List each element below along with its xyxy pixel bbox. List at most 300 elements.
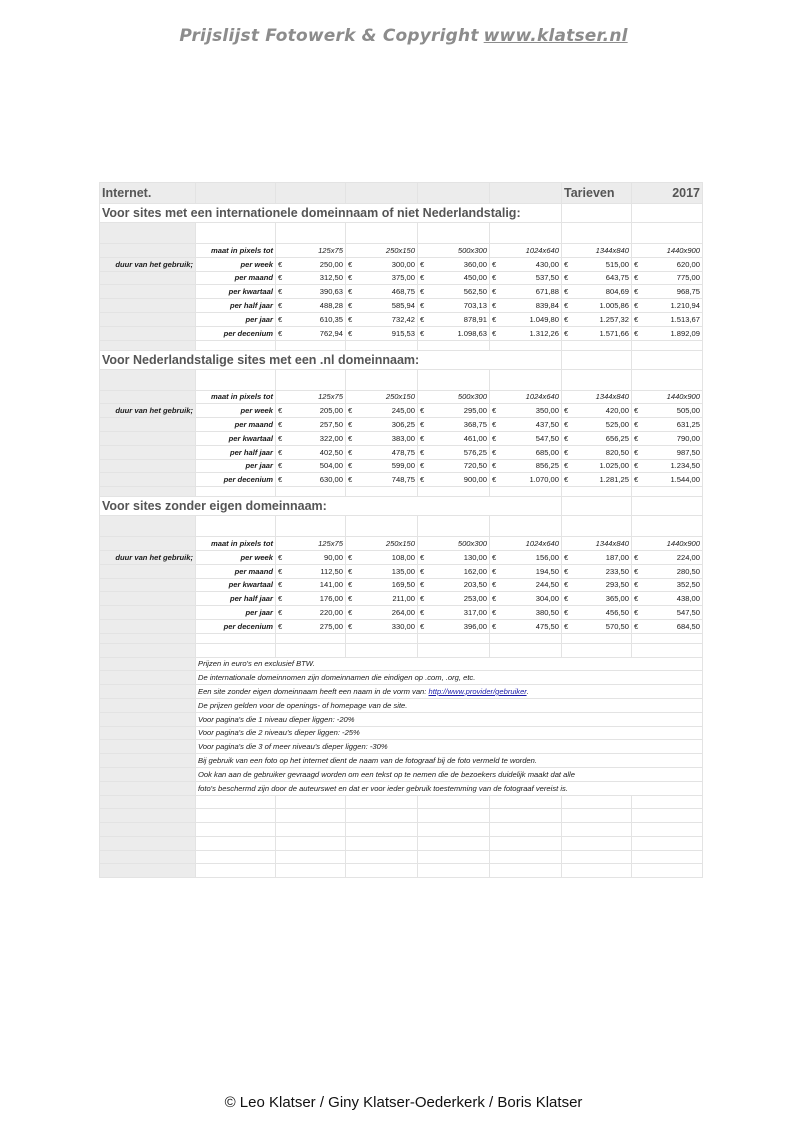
price-cell	[632, 285, 703, 299]
price-cell	[276, 606, 346, 620]
price-cell	[346, 550, 418, 564]
price-value: 293,50	[605, 580, 629, 590]
empty-cell	[562, 823, 632, 837]
empty-cell	[100, 809, 196, 823]
price-cell	[418, 550, 490, 564]
price-cell	[276, 564, 346, 578]
euro-sign: €	[492, 552, 497, 562]
note-row	[100, 698, 703, 712]
euro-sign: €	[492, 566, 497, 576]
euro-sign: €	[492, 259, 497, 269]
empty-cell	[418, 223, 490, 244]
period-label: per decenium	[196, 619, 276, 633]
euro-sign: €	[492, 287, 497, 297]
note-text: Voor pagina's die 3 of meer niveau's dieper liggen: -30%	[196, 740, 703, 754]
euro-sign: €	[348, 594, 353, 604]
empty-cell	[276, 864, 346, 878]
euro-sign: €	[278, 607, 283, 617]
empty-cell	[100, 781, 196, 795]
empty-cell	[418, 633, 490, 643]
empty-cell	[100, 244, 196, 258]
price-row	[100, 564, 703, 578]
euro-sign: €	[348, 406, 353, 416]
empty-cell	[632, 340, 703, 350]
period-label: per kwartaal	[196, 431, 276, 445]
empty-cell	[418, 809, 490, 823]
price-cell	[346, 606, 418, 620]
note-text: Prijzen in euro's en exclusief BTW.	[196, 657, 703, 671]
euro-sign: €	[634, 287, 639, 297]
empty-cell	[632, 643, 703, 657]
note-suffix: .	[526, 686, 529, 696]
price-cell	[276, 619, 346, 633]
price-cell	[346, 404, 418, 418]
price-value: 878,91	[463, 314, 487, 324]
euro-sign: €	[564, 328, 569, 338]
empty-cell	[490, 850, 562, 864]
price-value: 437,50	[535, 419, 559, 429]
price-row	[100, 592, 703, 606]
price-value: 671,88	[535, 287, 559, 297]
price-value: 438,00	[676, 594, 700, 604]
note-text: foto's beschermd zijn door de auteurswet en dat er voor ieder gebruik toestemming van de fotograaf vereist is.	[196, 781, 703, 795]
price-cell	[418, 431, 490, 445]
empty-cell	[100, 671, 196, 685]
price-value: 350,00	[535, 406, 559, 416]
empty-cell	[100, 285, 196, 299]
price-row	[100, 271, 703, 285]
empty-cell	[418, 487, 490, 497]
price-cell	[490, 312, 562, 326]
price-cell	[276, 459, 346, 473]
empty-cell	[100, 487, 196, 497]
price-cell	[276, 312, 346, 326]
price-row	[100, 431, 703, 445]
price-cell	[490, 578, 562, 592]
price-value: 1.070,00	[529, 475, 559, 485]
price-cell	[276, 257, 346, 271]
empty-cell	[100, 643, 196, 657]
price-cell	[418, 299, 490, 313]
price-row	[100, 285, 703, 299]
empty-cell	[490, 864, 562, 878]
euro-sign: €	[492, 447, 497, 457]
euro-sign: €	[420, 406, 425, 416]
empty-cell	[632, 487, 703, 497]
size-header: 250x150	[346, 244, 418, 258]
empty-cell	[100, 836, 196, 850]
empty-cell	[490, 643, 562, 657]
euro-sign: €	[420, 433, 425, 443]
note-text: Bij gebruik van een foto op het internet dient de naam van de fotograaf bij de foto vermeld te worden.	[196, 754, 703, 768]
price-value: 856,25	[535, 461, 559, 471]
empty-row	[100, 836, 703, 850]
euro-sign: €	[634, 594, 639, 604]
empty-cell	[418, 183, 490, 204]
empty-cell	[100, 473, 196, 487]
price-cell	[562, 606, 632, 620]
euro-sign: €	[278, 621, 283, 631]
euro-sign: €	[420, 566, 425, 576]
price-cell	[632, 578, 703, 592]
empty-cell	[346, 487, 418, 497]
empty-cell	[418, 864, 490, 878]
euro-sign: €	[278, 259, 283, 269]
empty-cell	[418, 850, 490, 864]
price-cell	[562, 459, 632, 473]
price-cell	[276, 404, 346, 418]
price-value: 1.098,63	[457, 328, 487, 338]
price-value: 162,00	[463, 566, 487, 576]
empty-cell	[100, 445, 196, 459]
price-cell	[418, 312, 490, 326]
price-cell	[632, 564, 703, 578]
size-header: 250x150	[346, 390, 418, 404]
euro-sign: €	[420, 287, 425, 297]
euro-sign: €	[634, 607, 639, 617]
euro-sign: €	[492, 300, 497, 310]
price-row	[100, 299, 703, 313]
empty-cell	[632, 836, 703, 850]
empty-row	[100, 487, 703, 497]
euro-sign: €	[348, 328, 353, 338]
euro-sign: €	[420, 328, 425, 338]
euro-sign: €	[348, 621, 353, 631]
size-header: 125x75	[276, 390, 346, 404]
price-cell	[562, 578, 632, 592]
euro-sign: €	[420, 594, 425, 604]
price-cell	[346, 578, 418, 592]
sheet-header-row	[100, 183, 703, 204]
price-value: 300,00	[391, 259, 415, 269]
price-cell	[346, 473, 418, 487]
euro-sign: €	[634, 475, 639, 485]
euro-sign: €	[278, 419, 283, 429]
price-value: 703,13	[463, 300, 487, 310]
euro-sign: €	[492, 607, 497, 617]
note-text	[196, 685, 703, 699]
price-row	[100, 257, 703, 271]
period-label: per week	[196, 257, 276, 271]
euro-sign: €	[564, 273, 569, 283]
euro-sign: €	[348, 447, 353, 457]
price-value: 130,00	[463, 552, 487, 562]
empty-cell	[100, 299, 196, 313]
price-value: 620,00	[676, 259, 700, 269]
price-row	[100, 326, 703, 340]
price-value: 390,63	[319, 287, 343, 297]
price-cell	[632, 299, 703, 313]
euro-sign: €	[348, 552, 353, 562]
size-header: 1440x900	[632, 537, 703, 551]
empty-cell	[276, 369, 346, 390]
price-value: 456,50	[605, 607, 629, 617]
price-cell	[418, 326, 490, 340]
euro-sign: €	[564, 314, 569, 324]
empty-cell	[100, 564, 196, 578]
size-header: 1344x840	[562, 537, 632, 551]
empty-row	[100, 823, 703, 837]
price-value: 504,00	[319, 461, 343, 471]
price-value: 525,00	[605, 419, 629, 429]
price-value: 250,00	[319, 259, 343, 269]
price-value: 280,50	[676, 566, 700, 576]
empty-cell	[562, 204, 632, 223]
empty-cell	[100, 271, 196, 285]
price-cell	[490, 418, 562, 432]
price-value: 1.281,25	[599, 475, 629, 485]
empty-cell	[276, 516, 346, 537]
euro-sign: €	[634, 552, 639, 562]
price-value: 112,50	[320, 566, 343, 576]
price-value: 790,00	[676, 433, 700, 443]
empty-cell	[100, 326, 196, 340]
euro-sign: €	[278, 475, 283, 485]
price-cell	[632, 592, 703, 606]
empty-cell	[418, 516, 490, 537]
price-value: 684,50	[676, 621, 700, 631]
empty-cell	[418, 823, 490, 837]
price-value: 430,00	[535, 259, 559, 269]
price-cell	[490, 326, 562, 340]
price-cell	[562, 326, 632, 340]
empty-cell	[196, 369, 276, 390]
empty-cell	[490, 369, 562, 390]
empty-cell	[100, 592, 196, 606]
empty-row	[100, 223, 703, 244]
price-cell	[346, 257, 418, 271]
empty-cell	[100, 767, 196, 781]
empty-cell	[418, 369, 490, 390]
empty-cell	[490, 836, 562, 850]
empty-cell	[276, 836, 346, 850]
price-value: 915,53	[391, 328, 415, 338]
euro-sign: €	[564, 406, 569, 416]
price-value: 1.892,09	[670, 328, 700, 338]
euro-sign: €	[564, 433, 569, 443]
empty-cell	[276, 487, 346, 497]
price-cell	[418, 404, 490, 418]
price-cell	[346, 312, 418, 326]
euro-sign: €	[634, 447, 639, 457]
empty-cell	[346, 795, 418, 809]
price-cell	[490, 271, 562, 285]
size-header: 500x300	[418, 390, 490, 404]
provider-link[interactable]: http://www.provider/gebruiker	[428, 686, 527, 696]
price-cell	[276, 271, 346, 285]
empty-cell	[346, 864, 418, 878]
price-row	[100, 445, 703, 459]
size-header: 125x75	[276, 537, 346, 551]
price-cell	[632, 257, 703, 271]
period-label: per week	[196, 404, 276, 418]
note-row	[100, 754, 703, 768]
empty-cell	[418, 643, 490, 657]
price-value: 685,00	[535, 447, 559, 457]
price-row	[100, 578, 703, 592]
price-cell	[490, 619, 562, 633]
section-title: Voor Nederlandstalige sites met een .nl domeinnaam:	[100, 350, 562, 369]
price-cell	[276, 445, 346, 459]
price-cell	[418, 619, 490, 633]
euro-sign: €	[564, 259, 569, 269]
note-text: Voor pagina's die 1 niveau dieper liggen: -20%	[196, 712, 703, 726]
note-row	[100, 657, 703, 671]
price-value: 264,00	[391, 607, 415, 617]
price-cell	[276, 285, 346, 299]
price-value: 775,00	[676, 273, 700, 283]
price-cell	[346, 299, 418, 313]
price-value: 720,50	[463, 461, 487, 471]
euro-sign: €	[348, 580, 353, 590]
empty-cell	[562, 223, 632, 244]
empty-cell	[632, 795, 703, 809]
empty-cell	[632, 850, 703, 864]
price-cell	[562, 299, 632, 313]
note-row	[100, 726, 703, 740]
empty-cell	[490, 223, 562, 244]
empty-cell	[562, 369, 632, 390]
price-value: 570,50	[605, 621, 629, 631]
size-label: maat in pixels tot	[196, 244, 276, 258]
price-value: 312,50	[319, 273, 343, 283]
price-value: 461,00	[463, 433, 487, 443]
empty-cell	[346, 836, 418, 850]
period-label: per maand	[196, 418, 276, 432]
note-row	[100, 767, 703, 781]
euro-sign: €	[348, 461, 353, 471]
price-value: 576,25	[463, 447, 487, 457]
euro-sign: €	[492, 273, 497, 283]
empty-cell	[100, 698, 196, 712]
price-cell	[346, 271, 418, 285]
empty-cell	[100, 537, 196, 551]
price-value: 244,50	[535, 580, 559, 590]
price-value: 375,00	[391, 273, 415, 283]
empty-cell	[100, 712, 196, 726]
price-value: 253,00	[463, 594, 487, 604]
euro-sign: €	[420, 607, 425, 617]
price-value: 322,00	[319, 433, 343, 443]
empty-cell	[196, 183, 276, 204]
price-cell	[632, 404, 703, 418]
euro-sign: €	[278, 461, 283, 471]
size-header: 1440x900	[632, 390, 703, 404]
empty-row	[100, 369, 703, 390]
price-value: 1.049,80	[529, 314, 559, 324]
euro-sign: €	[634, 406, 639, 416]
duration-label: duur van het gebruik;	[100, 550, 196, 564]
empty-cell	[632, 823, 703, 837]
empty-cell	[490, 809, 562, 823]
site-link[interactable]: www.klatser.nl	[483, 26, 628, 46]
price-cell	[562, 418, 632, 432]
price-cell	[490, 473, 562, 487]
price-cell	[632, 445, 703, 459]
empty-cell	[562, 795, 632, 809]
price-value: 330,00	[391, 621, 415, 631]
euro-sign: €	[492, 594, 497, 604]
empty-cell	[100, 223, 196, 244]
price-cell	[632, 459, 703, 473]
tarieven-label: Tarieven	[562, 183, 632, 204]
price-cell	[418, 285, 490, 299]
price-cell	[346, 459, 418, 473]
size-row	[100, 390, 703, 404]
empty-cell	[562, 487, 632, 497]
empty-cell	[418, 795, 490, 809]
empty-cell	[490, 633, 562, 643]
price-row	[100, 404, 703, 418]
empty-cell	[490, 340, 562, 350]
price-cell	[276, 418, 346, 432]
euro-sign: €	[348, 419, 353, 429]
price-cell	[346, 445, 418, 459]
empty-cell	[346, 340, 418, 350]
euro-sign: €	[420, 621, 425, 631]
euro-sign: €	[278, 406, 283, 416]
period-label: per decenium	[196, 473, 276, 487]
price-cell	[490, 299, 562, 313]
size-label: maat in pixels tot	[196, 390, 276, 404]
price-cell	[562, 431, 632, 445]
price-cell	[632, 326, 703, 340]
empty-cell	[276, 643, 346, 657]
empty-cell	[100, 431, 196, 445]
euro-sign: €	[492, 419, 497, 429]
empty-cell	[196, 223, 276, 244]
euro-sign: €	[278, 552, 283, 562]
price-cell	[562, 564, 632, 578]
price-cell	[490, 445, 562, 459]
price-value: 205,00	[319, 406, 343, 416]
price-cell	[562, 312, 632, 326]
empty-cell	[346, 369, 418, 390]
price-value: 420,00	[605, 406, 629, 416]
price-value: 306,25	[391, 419, 415, 429]
empty-cell	[632, 497, 703, 516]
empty-cell	[196, 795, 276, 809]
empty-cell	[346, 516, 418, 537]
empty-row	[100, 795, 703, 809]
price-value: 839,84	[535, 300, 559, 310]
price-value: 1.025,00	[599, 461, 629, 471]
empty-row	[100, 850, 703, 864]
euro-sign: €	[420, 580, 425, 590]
euro-sign: €	[634, 461, 639, 471]
euro-sign: €	[564, 461, 569, 471]
empty-cell	[100, 516, 196, 537]
price-value: 176,00	[319, 594, 343, 604]
euro-sign: €	[278, 594, 283, 604]
euro-sign: €	[278, 314, 283, 324]
euro-sign: €	[420, 314, 425, 324]
price-cell	[418, 418, 490, 432]
price-value: 748,75	[391, 475, 415, 485]
period-label: per half jaar	[196, 592, 276, 606]
price-cell	[418, 473, 490, 487]
price-cell	[276, 592, 346, 606]
empty-cell	[196, 340, 276, 350]
empty-cell	[562, 809, 632, 823]
price-value: 610,35	[319, 314, 343, 324]
euro-sign: €	[564, 419, 569, 429]
price-value: 1.257,32	[599, 314, 629, 324]
euro-sign: €	[634, 300, 639, 310]
empty-cell	[562, 516, 632, 537]
note-text: Ook kan aan de gebruiker gevraagd worden om een tekst op te nemen die de bezoekers duidelijk maakt dat alle	[196, 767, 703, 781]
empty-row	[100, 633, 703, 643]
